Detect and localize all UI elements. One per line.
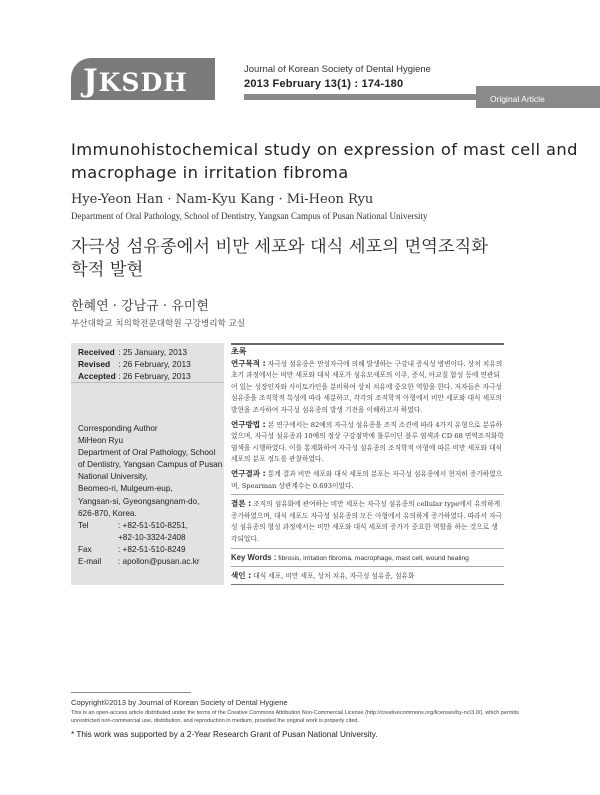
- copyright-notice: Copyright©2013 by Journal of Korean Society of Dental Hygiene: [71, 698, 288, 707]
- abstract-results: 연구결과 : 통계 결과 비만 세포와 대식 세포의 분포는 자극성 섬유종에서 현저히 증가하였으며, Spearman 상관계수는 0.693이었다.: [231, 468, 503, 490]
- journal-name: Journal of Korean Society of Dental Hygiene: [244, 64, 431, 75]
- abstract-heading: 초록: [231, 347, 247, 356]
- abstract-divider: [231, 494, 504, 495]
- abstract-divider: [231, 548, 504, 549]
- abstract-box: [231, 343, 504, 585]
- date-revised: Revised : 26 February, 2013: [78, 359, 191, 369]
- license-notice: This is an open-access article distributed under the terms of the Creative Commons Attribution Non-Commercial License (http://creativecommons.org/licenses/by-nc/3.0/), which permits unrestricted non-commercial use, distribution, and reproduction in medium, provided the original work is properly cited.: [71, 710, 519, 724]
- corresponding-line: Yangsan-si, Gyeongsangnam-do,: [78, 496, 200, 506]
- corresponding-line: National University,: [78, 472, 148, 482]
- corresponding-heading: Corresponding Author: [78, 424, 158, 433]
- date-accepted: Accepted : 26 February, 2013: [78, 371, 191, 381]
- abstract-divider: [231, 566, 504, 567]
- corresponding-line: of Dentistry, Yangsan Campus of Pusan: [78, 460, 223, 470]
- corresponding-line: Department of Oral Pathology, School: [78, 448, 216, 458]
- contact-tel-2: +82-10-3324-2408: [118, 532, 186, 542]
- funding-note: * This work was supported by a 2-Year Research Grant of Pusan National University.: [71, 730, 378, 739]
- logo-initial: J: [83, 63, 99, 99]
- corresponding-line: Beomeo-ri, Mulgeum-eup,: [78, 484, 173, 494]
- contact-email[interactable]: E-mail : apollon@pusan.ac.kr: [78, 557, 200, 567]
- keywords-label: Key Words :: [231, 552, 277, 562]
- abstract-methods: 연구방법 : 본 연구에서는 82예의 자극성 섬유종을 조직 소견에 따라 4가지 유형으로 분류하였으며, 자극성 섬유종과 10예의 정상 구강점막에 톨루이딘 블루 염색과 CD 68 면역조직화학염색을 시행하였다. 이를 통계화하여 자극성 섬유종의 조직학적 아형에 따른 비만 세포와 대식 세포의 분포 정도를 관찰하였다.: [231, 419, 504, 464]
- authors-english: Hye-Yeon Han · Nam-Kyu Kang · Mi-Heon Ryu: [71, 192, 374, 207]
- abstract-conclusion: 결론 : 조직의 섬유화에 관여하는 비만 세포는 자극성 섬유종의 cellular type에서 유의하게 증가하였으며, 대식 세포도 자극성 섬유종의 모든 아형에서 유의하게 증가하였다. 따라서 자극성 섬유종의 형성 과정에서는 비만 세포와 대식 세포의 증가가 중요한 역할을 하는 것으로 생각되었다.: [231, 499, 502, 543]
- contact-fax: Fax : +82-51-510-8249: [78, 544, 186, 554]
- abstract-content: [231, 346, 504, 585]
- abstract-purpose: 연구목적 : 자극성 섬유종은 만성자극에 의해 발생하는 구강내 증식성 병변이다. 상처 치유의 초기 과정에서는 비만 세포와 대식 세포가 섬유모세포의 이주, 증식, 아교질 합성 등에 연관되어 있는 성장인자와 사이토카인을 분비하여 상처 치유에 중요한 역할을 한다. 저자들은 자극성 섬유종을 조직학적 특성에 따라 세분하고, 각각의 조직학적 아형에서 비만 세포와 대식 세포의 발현을 조사하여 자극성 섬유종의 발생 기전을 이해하고자 하였다.: [231, 358, 503, 414]
- keywords: Key Words : fibrosis, irritation fibroma, macrophage, mast cell, wound healing: [231, 552, 469, 562]
- index-terms: 색인 : 대식 세포, 비만 세포, 상처 치유, 자극성 섬유종, 섬유화: [231, 571, 415, 581]
- article-dates: [78, 346, 191, 382]
- sidebar-divider: [71, 382, 224, 383]
- logo-text: KSDH: [98, 68, 188, 97]
- journal-logo: [71, 58, 215, 100]
- corresponding-line: 626-870, Korea.: [78, 508, 137, 518]
- issue-info: 2013 February 13(1) : 174-180: [244, 78, 404, 90]
- contact-tel: Tel : +82-51-510-8251,: [78, 520, 188, 530]
- title-korean: 자극성 섬유종에서 비만 세포와 대식 세포의 면역조직화학적 발현: [71, 237, 488, 280]
- corresponding-author: [78, 423, 222, 568]
- title-english: Immunohistochemical study on expression of mast cell and macrophage in irritation fibroma: [71, 140, 578, 182]
- footnote-rule: [71, 692, 191, 693]
- authors-korean: 한혜연 · 강남규 · 유미현: [71, 299, 209, 314]
- affiliation-english: Department of Oral Pathology, School of Dentistry, Yangsan Campus of Pusan National University: [71, 211, 428, 221]
- corresponding-line: MiHeon Ryu: [78, 436, 124, 446]
- affiliation-korean: 부산대학교 치의학전문대학원 구강병리학 교실: [71, 319, 246, 329]
- header-rule: [244, 94, 476, 100]
- date-received: Received : 25 January, 2013: [78, 347, 188, 357]
- article-type-badge: Original Article: [476, 86, 600, 108]
